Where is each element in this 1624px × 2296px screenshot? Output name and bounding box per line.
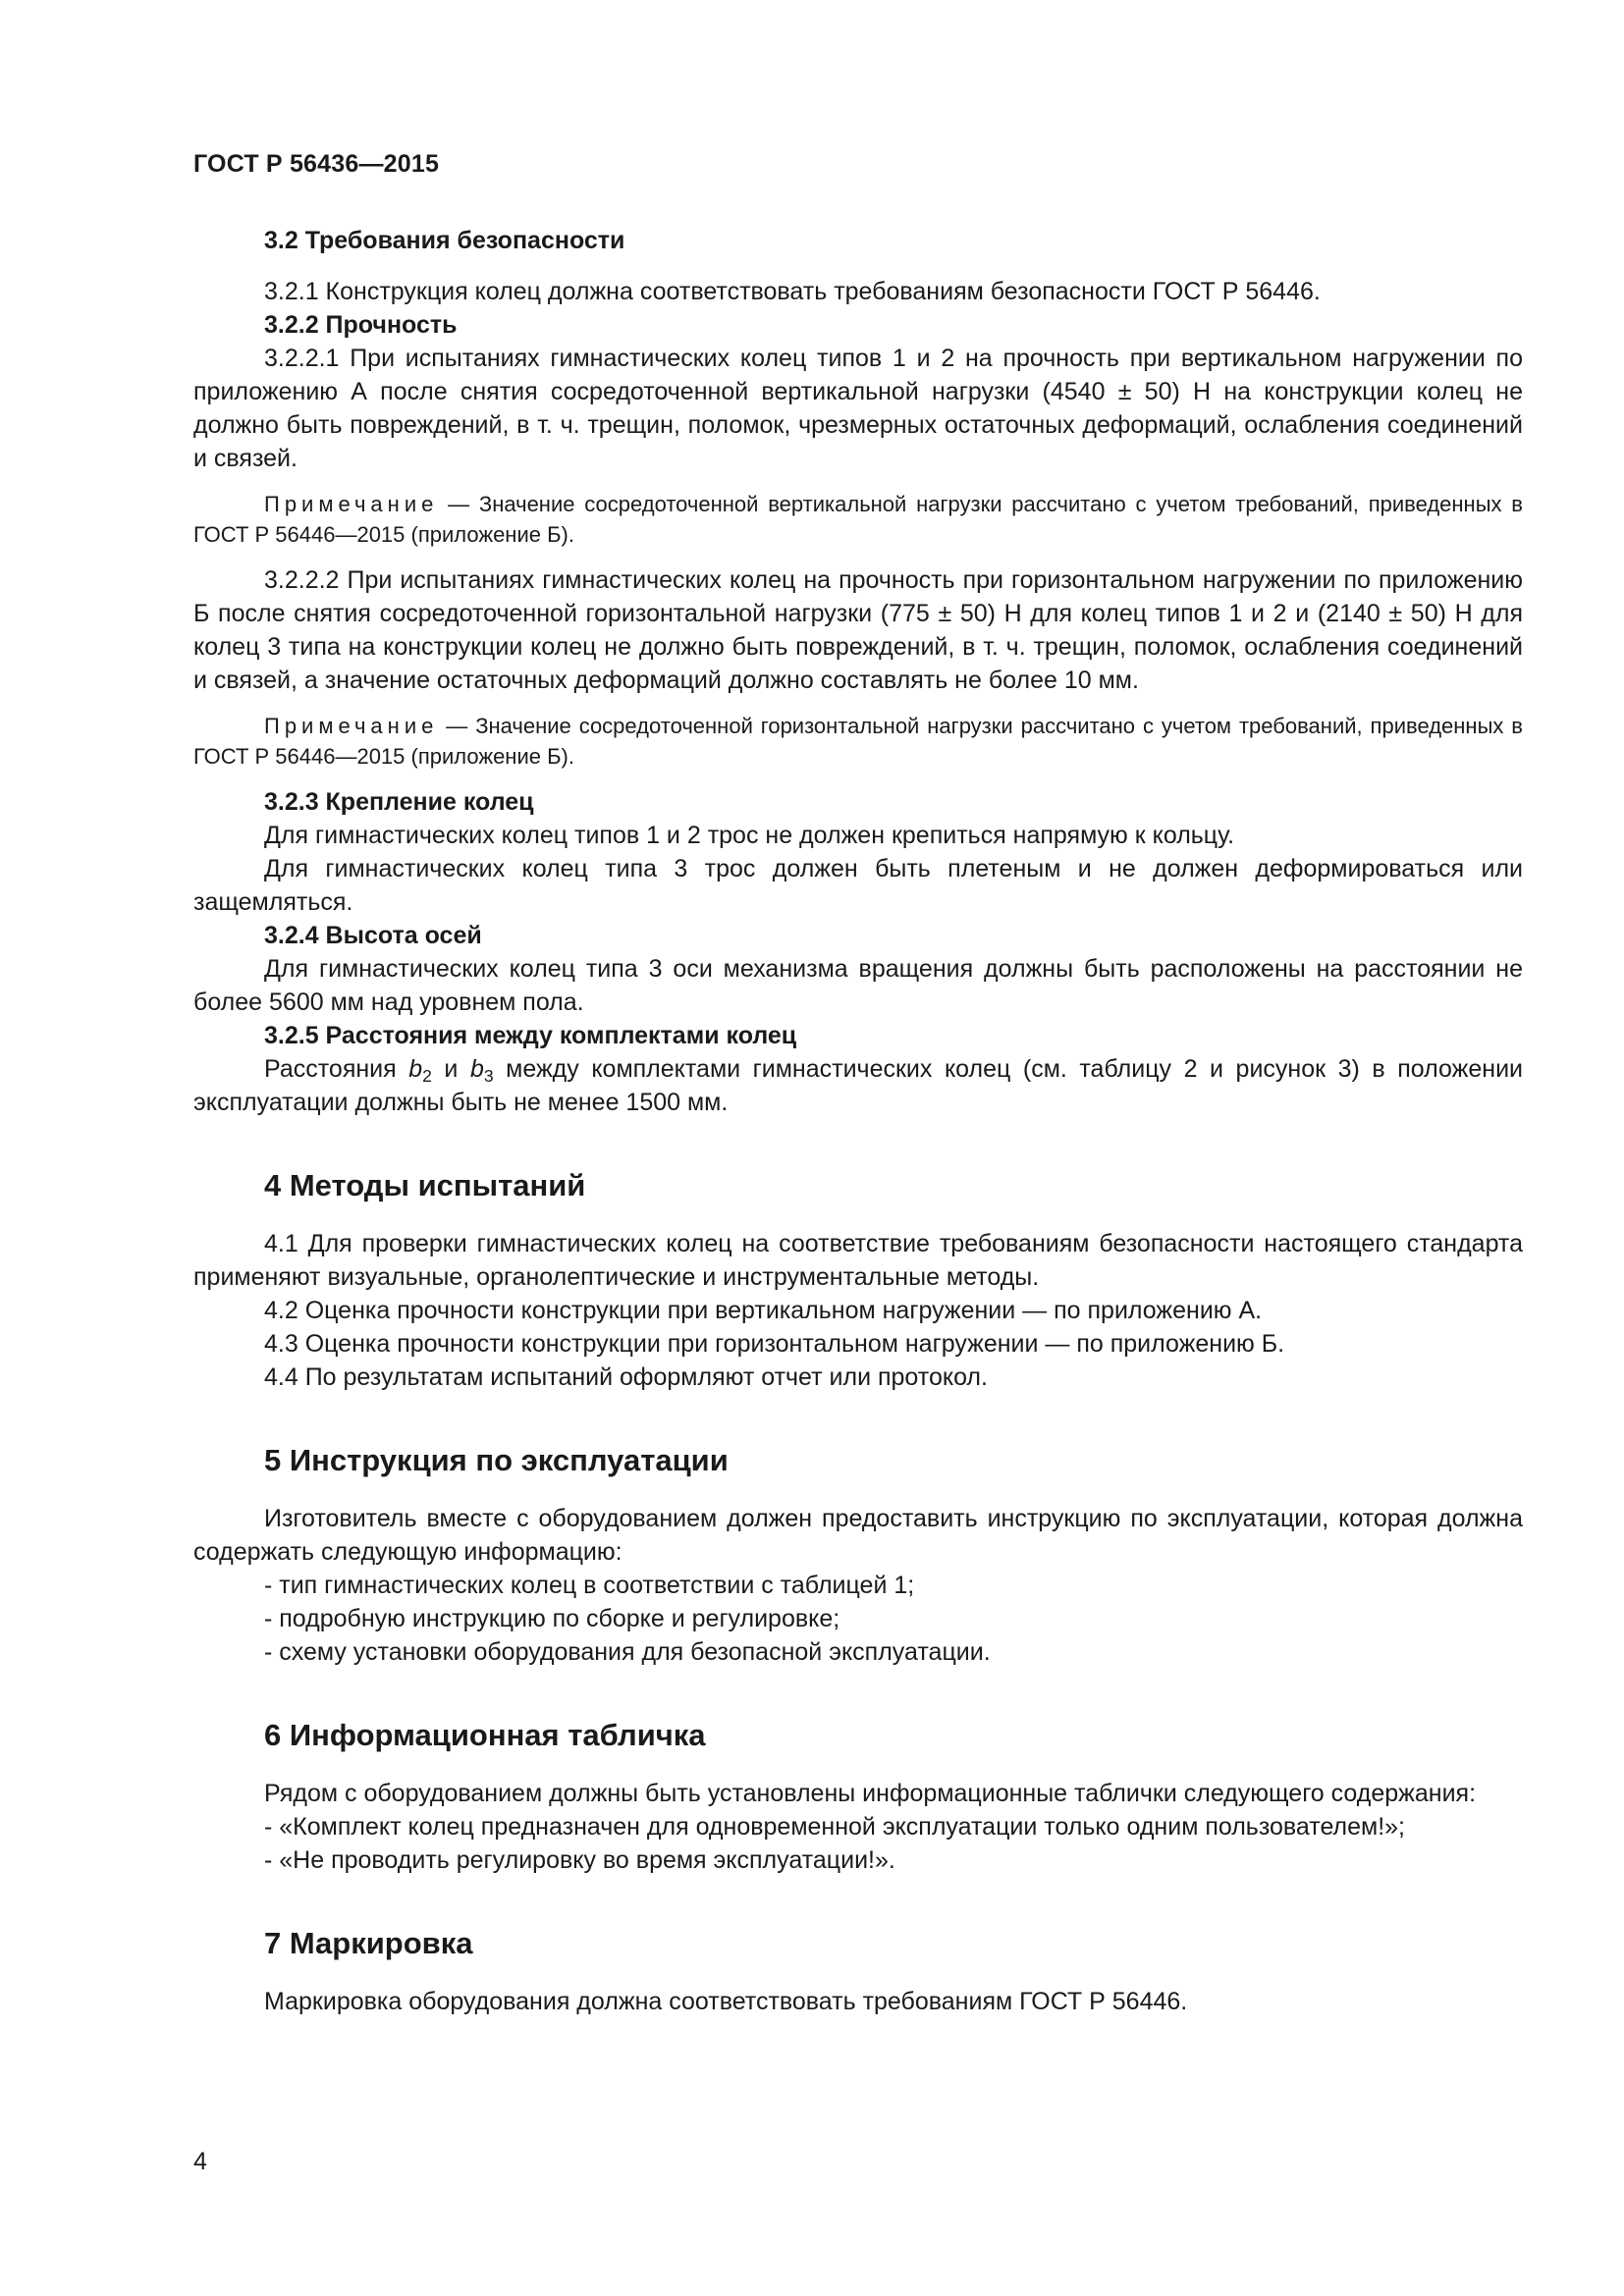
paragraph-7-1: Маркировка оборудования должна соответствовать требованиям ГОСТ Р 56446. (264, 1988, 1188, 2015)
paragraph-3-2-1: 3.2.1 Конструкция колец должна соответствовать требованиям безопасности ГОСТ Р 56446. (264, 278, 1321, 305)
heading-3-2-4: 3.2.4 Высота осей (264, 922, 482, 949)
paragraph-3-2-3-a: Для гимнастических колец типов 1 и 2 трос не должен крепиться напрямую к кольцу. (264, 822, 1235, 849)
note-text: — Значение сосредоточенной вертикальной нагрузки рассчитано с учетом требований, приведенных в ГОСТ Р 56446—2015 (приложение Б). (193, 492, 1523, 547)
paragraph-4-3: 4.3 Оценка прочности конструкции при горизонтальном нагружении — по приложению Б. (264, 1330, 1285, 1358)
text-fragment: Расстояния (264, 1055, 409, 1083)
text-fragment: между комплектами гимнастических колец (см. таблицу 2 и рисунок 3) в положении эксплуатации должны быть не менее 1500 мм. (193, 1055, 1523, 1116)
note-label: Примечание (264, 714, 439, 738)
paragraph-3-2-3-b: Для гимнастических колец типа 3 трос должен быть плетеным и не должен деформироваться или защемляться. (193, 855, 1523, 916)
list-item: - тип гимнастических колец в соответствии с таблицей 1; (264, 1572, 915, 1599)
list-item: - «Не проводить регулировку во время эксплуатации!». (264, 1846, 895, 1874)
paragraph-3-2-4: Для гимнастических колец типа 3 оси механизма вращения должны быть расположены на расстоянии не более 5600 мм над уровнем пола. (193, 955, 1523, 1016)
variable-b: b (469, 1055, 484, 1083)
heading-3-2-5: 3.2.5 Расстояния между комплектами колец (264, 1022, 797, 1049)
section-6-title: 6 Информационная табличка (264, 1718, 706, 1752)
note-2 (193, 711, 1523, 772)
note-label: Примечание (264, 492, 439, 516)
heading-3-2-3: 3.2.3 Крепление колец (264, 788, 534, 816)
section-4-title: 4 Методы испытаний (264, 1168, 586, 1202)
list-item: - подробную инструкцию по сборке и регулировке; (264, 1605, 840, 1632)
paragraph-3-2-5 (193, 1052, 1523, 1119)
list-item: - «Комплект колец предназначен для одновременной эксплуатации только одним пользователем!»; (264, 1813, 1405, 1841)
note-1 (193, 489, 1523, 550)
section-5-title: 5 Инструкция по эксплуатации (264, 1443, 729, 1477)
page-content (193, 224, 1523, 2018)
section-7-title: 7 Маркировка (264, 1926, 473, 1960)
document-header: ГОСТ Р 56436—2015 (193, 150, 440, 178)
page-number: 4 (193, 2148, 207, 2175)
paragraph-4-4: 4.4 По результатам испытаний оформляют отчет или протокол. (264, 1363, 988, 1391)
text-fragment: и (431, 1055, 470, 1083)
paragraph-6-intro: Рядом с оборудованием должны быть установлены информационные таблички следующего содержания: (264, 1780, 1477, 1807)
section-3-2-title: 3.2 Требования безопасности (264, 227, 625, 254)
subscript-3: 3 (483, 1066, 494, 1086)
paragraph-5-intro: Изготовитель вместе с оборудованием должен предоставить инструкцию по эксплуатации, которая должна содержать следующую информацию: (193, 1505, 1523, 1566)
note-text: — Значение сосредоточенной горизонтальной нагрузки рассчитано с учетом требований, приведенных в ГОСТ Р 56446—2015 (приложение Б). (193, 714, 1523, 769)
list-item: - схему установки оборудования для безопасной эксплуатации. (264, 1638, 991, 1666)
paragraph-4-2: 4.2 Оценка прочности конструкции при вертикальном нагружении — по приложению А. (264, 1297, 1263, 1324)
variable-b: b (408, 1055, 423, 1083)
paragraph-4-1: 4.1 Для проверки гимнастических колец на соответствие требованиям безопасности настоящего стандарта применяют визуальные, органолептические и инструментальные методы. (193, 1230, 1523, 1291)
paragraph-3-2-2-2: 3.2.2.2 При испытаниях гимнастических колец на прочность при горизонтальном нагружении по приложению Б после снятия сосредоточенной горизонтальной нагрузки (775 ± 50) Н для колец типов 1 и 2 и (2140 ± 50) Н для колец 3 типа на конструкции колец не должно быть повреждений, в т. ч. трещин, поломок, ослабления соединений и связей, а значение остаточных деформаций должно составлять не более 10 мм. (193, 566, 1523, 694)
heading-3-2-2: 3.2.2 Прочность (264, 311, 458, 339)
subscript-2: 2 (422, 1066, 432, 1086)
paragraph-3-2-2-1: 3.2.2.1 При испытаниях гимнастических колец типов 1 и 2 на прочность при вертикальном нагружении по приложению А после снятия сосредоточенной вертикальной нагрузки (4540 ± 50) Н на конструкции колец не должно быть повреждений, в т. ч. трещин, поломок, чрезмерных остаточных деформаций, ослабления соединений и связей. (193, 345, 1523, 472)
